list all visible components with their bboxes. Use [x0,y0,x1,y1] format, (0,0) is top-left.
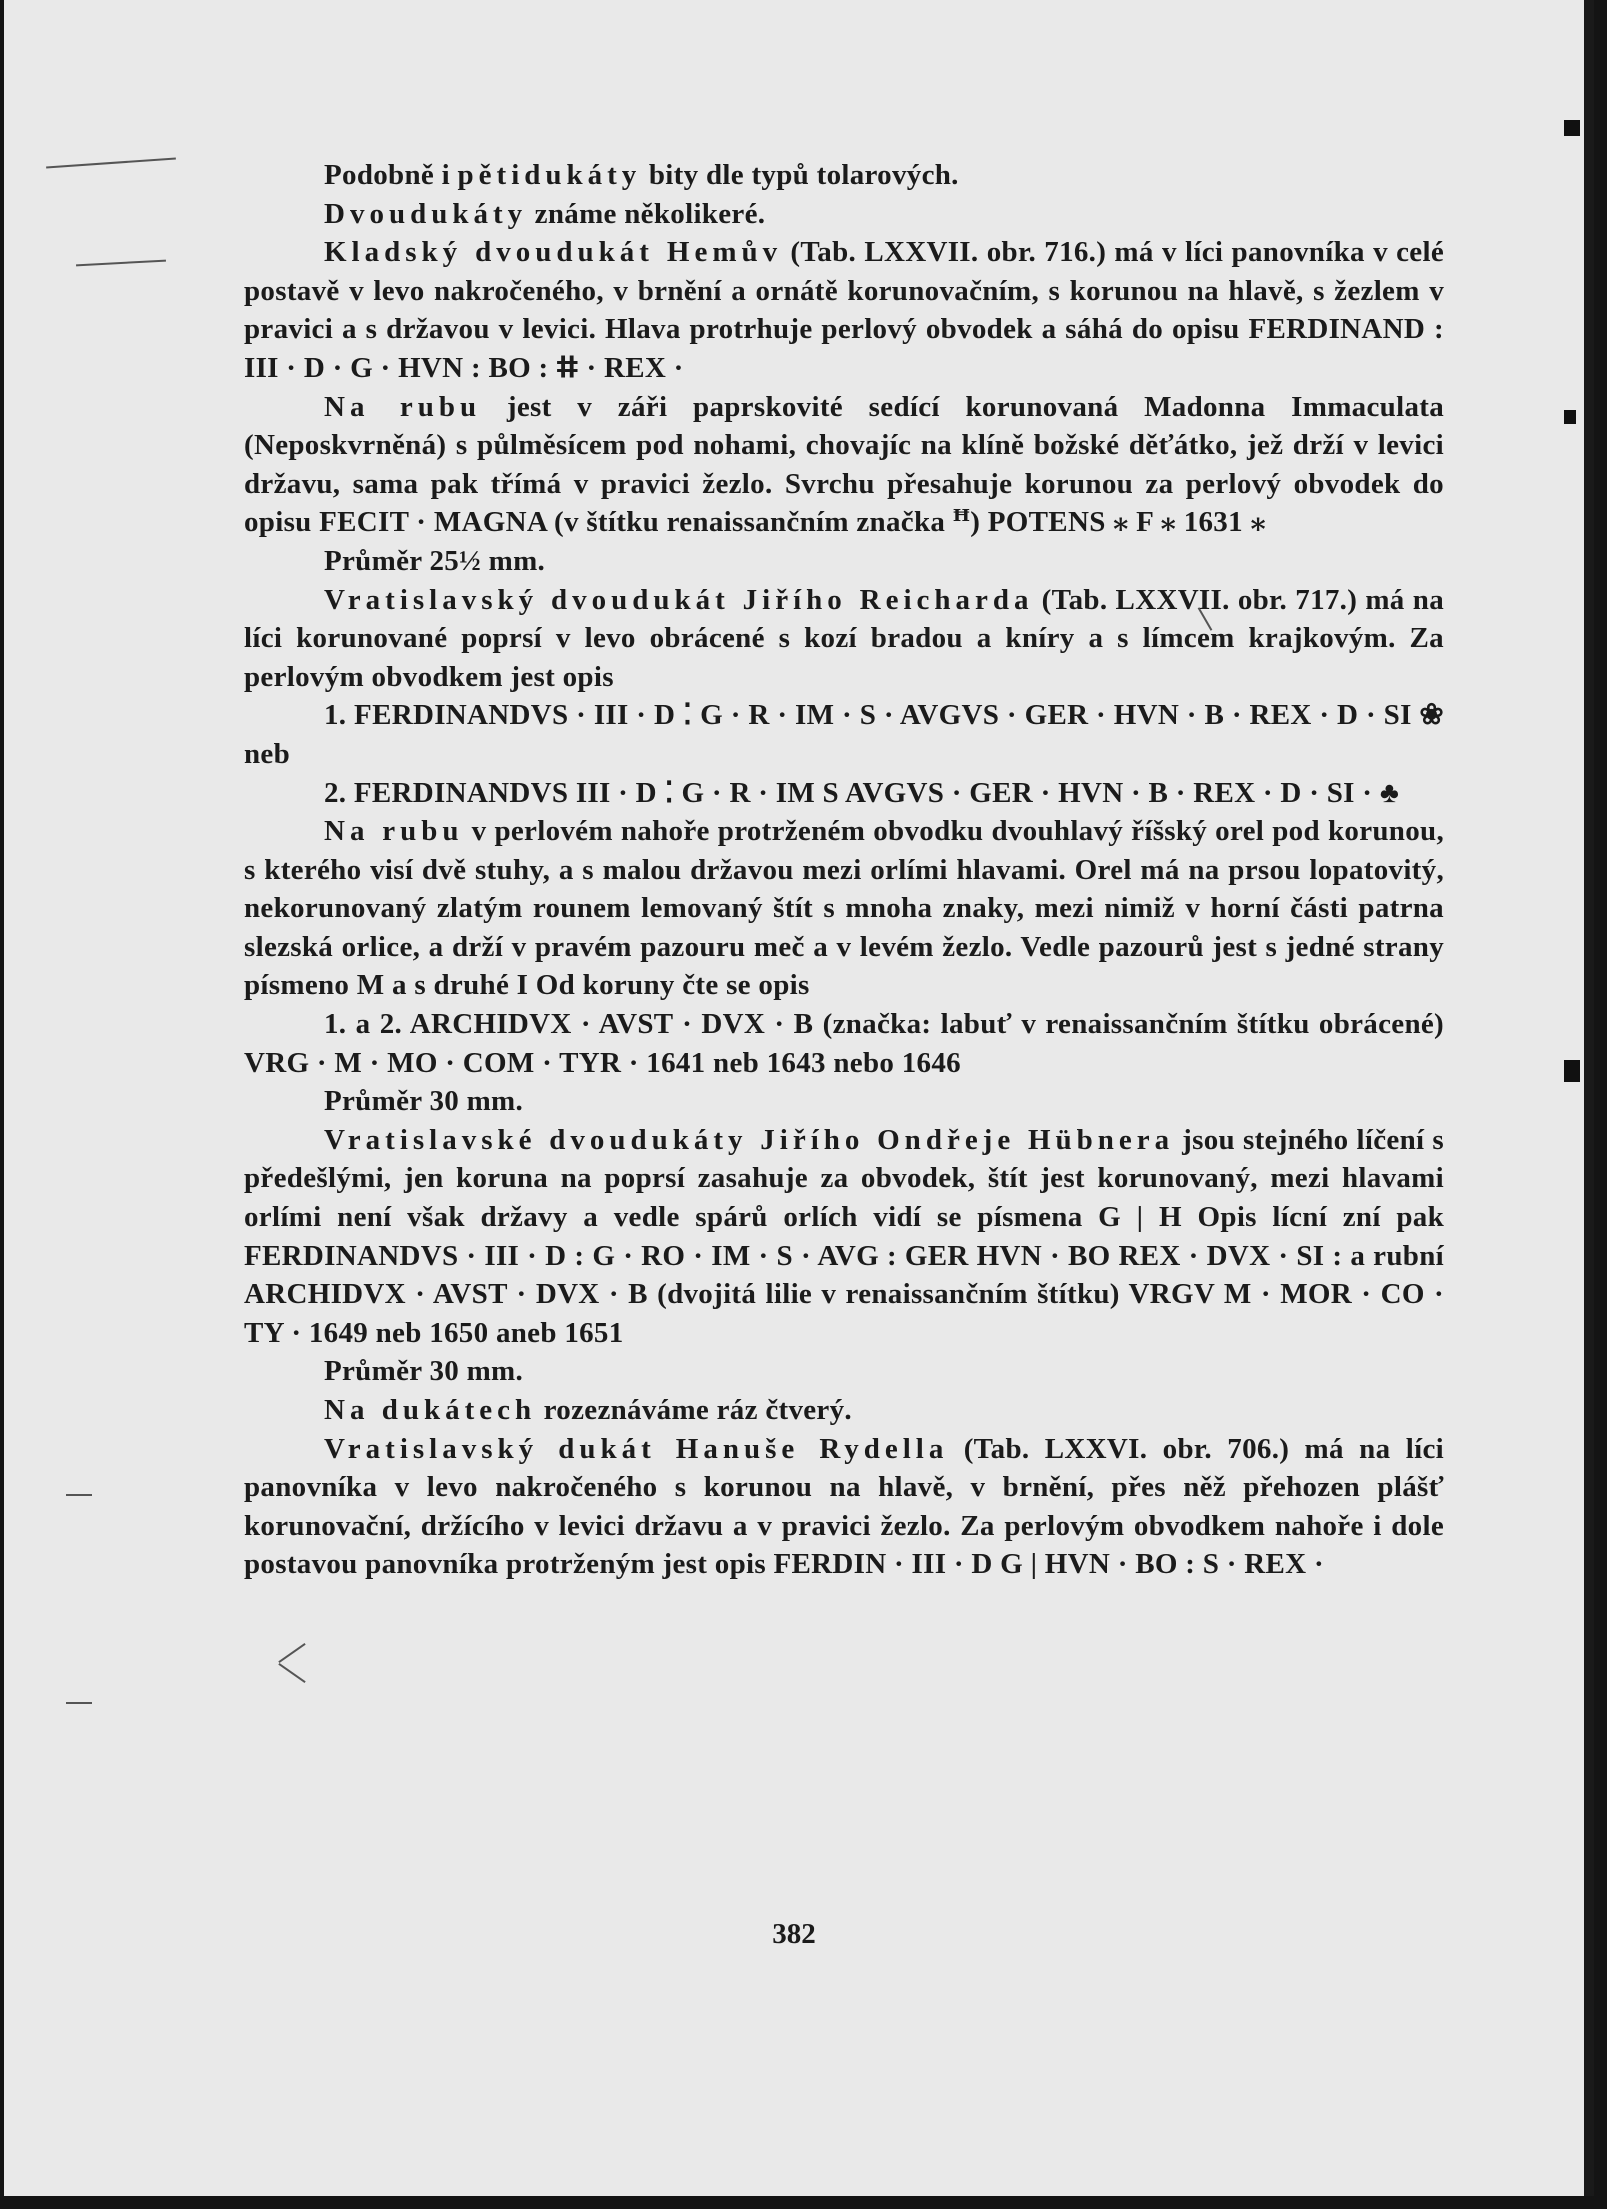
spaced-heading: Na rubu [324,390,482,423]
paragraph-lead: 1. a 2. ARCHIDVX · AVST · DVX · B (značka: labuť v renaissančním štítku obrácené) VRG · M · MO · COM · TYR · 1641 neb 1643 nebo 1646 [244,1008,1444,1079]
margin-mark [66,1702,92,1704]
page-edge-mark [1564,410,1576,424]
scanned-page [4,0,1594,2196]
spaced-heading: Vratislavský dukát Hanuše Rydella [324,1432,949,1465]
margin-mark [278,1663,305,1683]
paragraph-lead: 2. FERDINANDVS III · D ⁚ G · R · IM S AVGVS · GER · HVN · B · REX · D · SI · ♣ [324,776,1400,809]
paragraph [244,1430,1444,1584]
margin-mark [66,1494,92,1496]
paragraph-text: bity dle typů tolarových. [641,159,959,191]
paragraph [244,1121,1444,1353]
spaced-heading: Vratislavský dvoudukát Jiřího Reicharda [324,583,1034,616]
paragraph [244,233,1444,387]
margin-mark [46,157,176,168]
paragraph-text: jsou stejného líčení s předešlými, jen koruna na poprsí zasahuje za obvodek, štít jest korunovaný, mezi hlavami orlími není však državy a vedle spárů orlích vidí se písmena G | H Opis lícní zní pak FERDINANDVS · III · D : G · RO · IM · S · AVG : GER HVN · BO REX · DVX · SI : a rubní ARCHIDVX · AVST · DVX · B (dvojitá lilie v renaissančním štítku) VRGV M · MOR · CO · TY · 1649 neb 1650 aneb 1651 [244,1123,1444,1349]
paragraph [244,1352,1444,1391]
paragraph-lead: Průměr 30 mm. [324,1085,524,1118]
paragraph-text: (Tab. LXXVII. obr. 716.) má v líci panovníka v celé postavě v levo nakročeného, v brnění a ornátě korunovačním, s korunou na hlavě, s žezlem v pravici a s državou v levici. Hlava protrhuje perlový obvodek a sáhá do opisu FERDINAND : III · D · G · HVN : BO : ⵌ · REX · [244,236,1445,384]
paragraph [244,542,1444,581]
paragraph-text: v perlovém nahoře protrženém obvodku dvouhlavý říšský orel pod korunou, s kterého visí dvě stuhy, a s malou državou mezi orlími hlavami. Orel má na prsou lopatovitý, nekorunovaný zlatým rounem lemovaný štít s mnoha znaky, mezi nimiž v horní části patrna slezská orlice, a drží v pravém pazouru meč a v levém žezlo. Vedle pazourů jest s jedné strany písmeno M a s druhé I Od koruny čte se opis [244,815,1444,1002]
spaced-heading: Dvoudukáty [324,197,528,230]
paragraph-lead: Průměr 25½ mm. [324,544,546,577]
spaced-heading: pětidukáty [457,159,642,191]
margin-mark [76,260,166,267]
paragraph [244,581,1444,697]
paragraph-lead: Průměr 30 mm. [324,1355,524,1388]
page-text [244,156,1444,1584]
margin-mark [278,1643,305,1663]
page-edge-mark [1564,120,1580,136]
paragraph [244,774,1444,813]
paragraph-text: (Tab. LXXVI. obr. 706.) má na líci panovníka v levo nakročeného s korunou na hlavě, v brnění, přes něž přehozen plášť korunovační, držícího v levici državu a v pravici žezlo. Za perlovým obvodkem nahoře i dole postavou panovníka protrženým jest opis FERDIN · III · D G | HVN · BO : S · REX · [244,1432,1444,1581]
paragraph-lead: 1. FERDINANDVS · III · D ⁚ G · R · IM · S · AVGVS · GER · HVN · B · REX · D · SI ❀ neb [244,699,1444,770]
paragraph-text: (Tab. LXXVII. obr. 717.) má na líci korunované poprsí v levo obrácené s kozí bradou a kníry a s límcem krajkovým. Za perlovým obvodkem jest opis [244,583,1444,693]
paragraph [244,812,1444,1005]
paragraph [244,1005,1444,1082]
paragraph-text: známe několikeré. [527,197,766,230]
paragraph [244,1391,1444,1430]
paragraph [244,156,1444,195]
spaced-heading: Na dukátech [324,1394,537,1426]
paragraph-text: jest v záři paprskovité sedící korunovaná Madonna Immaculata (Neposkvrněná) s půlměsícem pod nohami, chovajíc na klíně božské děťátko, jež drží v levici državu, sama pak třímá v pravici žezlo. Svrchu přesahuje korunou za perlový obvodek do opisu FECIT · MAGNA (v štítku renaissančním značka ꟸ) POTENS ⁎ F ⁎ 1631 ⁎ [244,390,1444,539]
paragraph-lead: Podobně i [324,159,458,191]
spaced-heading: Vratislavské dvoudukáty Jiřího Ondřeje Hübnera [324,1123,1175,1156]
page-number: 382 [772,1918,816,1950]
paragraph [244,388,1444,542]
page-edge-mark [1564,1060,1580,1082]
paragraph [244,1082,1444,1121]
spaced-heading: Na rubu [324,815,464,848]
spaced-heading: Kladský dvoudukát Hemův [324,236,783,269]
paragraph-text: rozeznáváme ráz čtverý. [536,1394,852,1426]
paragraph [244,195,1444,234]
paragraph [244,696,1444,773]
